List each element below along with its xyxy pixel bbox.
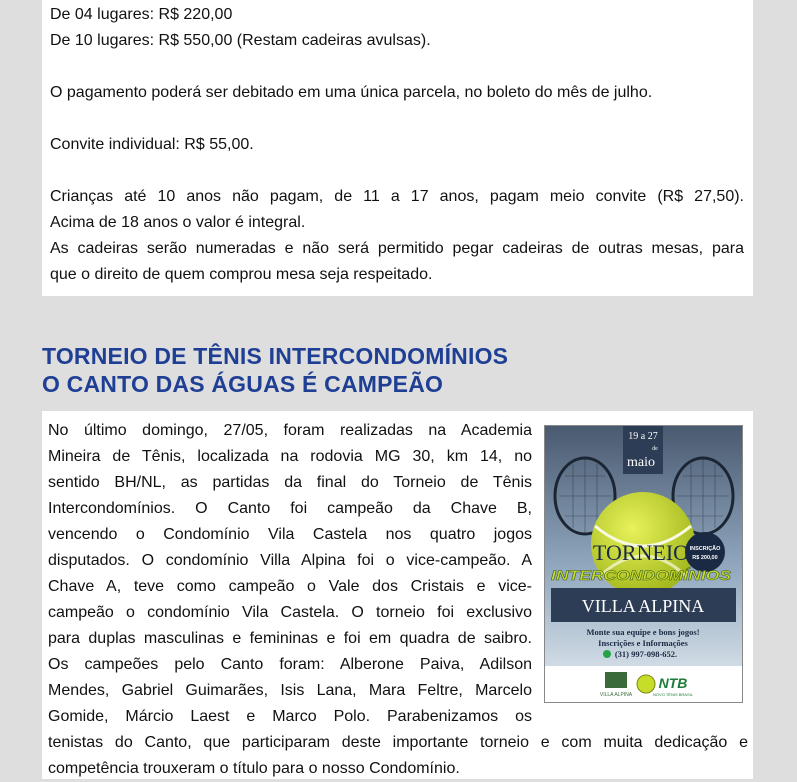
article-title-line1: TORNEIO DE TÊNIS INTERCONDOMÍNIOS: [42, 343, 509, 369]
article-line: competência trouxeram o título para o nosso Condomínio.: [48, 760, 460, 777]
logo-ntb-sub: NOVO TÊNIS BRASIL: [653, 692, 693, 697]
article-line: Gomide, Márcio Laest e Marco Polo. Parabenizamos os: [48, 708, 532, 725]
article-line: No último domingo, 27/05, foram realizadas na Academia: [48, 422, 532, 439]
price-10-seats: De 10 lugares: R$ 550,00 (Restam cadeiras avulsas).: [50, 32, 431, 49]
article-line: Mineira de Tênis, localizada na rodovia MG 30, km 14, no: [48, 448, 532, 465]
poster-info: Inscrições e Informações: [598, 638, 688, 648]
logo-ntb: NTB: [658, 675, 688, 691]
poster-subtitle: INTERCONDOMÍNIOS: [551, 567, 732, 583]
poster-venue: VILLA ALPINA: [581, 596, 705, 616]
article-line: vencendo o Condomínio Vila Castela nos quatro jogos: [48, 526, 532, 543]
article-line: Os campeões pelo Canto foram: Alberone Paiva, Adilson: [48, 656, 532, 673]
payment-info: O pagamento poderá ser debitado em uma única parcela, no boleto do mês de julho.: [50, 84, 653, 101]
price-4-seats: De 04 lugares: R$ 220,00: [50, 6, 233, 23]
article-line: Intercondomínios. O Canto foi campeão da Chave B,: [48, 500, 532, 517]
invite-price: Convite individual: R$ 55,00.: [50, 136, 254, 153]
article-line: Chave A, teve como campeão o Vale dos Cristais e vice-: [48, 578, 532, 595]
poster-title: TORNEIO: [592, 540, 690, 565]
article-line: sentido BH/NL, as partidas da final do Torneio de Tênis: [48, 474, 532, 491]
article-line: campeão o condomínio Vila Castela. O torneio foi exclusivo: [48, 604, 532, 621]
villa-alpina-logo: [605, 672, 627, 688]
poster-month: maio: [627, 455, 655, 470]
whatsapp-icon: [603, 650, 611, 658]
article-line: para duplas masculinas e femininas e foi em quadra de saibro.: [48, 630, 532, 647]
article-title-line2: O CANTO DAS ÁGUAS É CAMPEÃO: [42, 371, 444, 397]
poster-dates: 19 a 27: [628, 431, 658, 442]
badge-label: INSCRIÇÃO: [689, 546, 721, 552]
children-policy-1: Crianças até 10 anos não pagam, de 11 a 17 anos, pagam meio convite (R$ 27,50).: [50, 188, 744, 205]
logo-villa-alpina: VILLA ALPINA: [599, 692, 633, 698]
children-policy-2: Acima de 18 anos o valor é integral.: [50, 214, 306, 231]
badge-price: R$ 200,00: [692, 555, 718, 561]
ntb-ball-icon: [637, 675, 655, 693]
poster-tagline: Monte sua equipe e bons jogos!: [586, 627, 700, 637]
price-badge: [685, 532, 725, 572]
tournament-poster: [544, 425, 743, 703]
seats-policy-1: As cadeiras serão numeradas e não será permitido pegar cadeiras de outras mesas, para: [50, 240, 744, 257]
article-line: tenistas do Canto, que participaram deste importante torneio e com muita dedicação e: [48, 734, 748, 751]
article-line: disputados. O condomínio Villa Alpina foi o vice-campeão. A: [48, 552, 532, 569]
poster-phone: (31) 997-098-652.: [614, 649, 678, 659]
poster-de: de: [652, 446, 658, 452]
seats-policy-2: que o direito de quem comprou mesa seja respeitado.: [50, 266, 433, 283]
article-line: Mendes, Gabriel Guimarães, Isis Lana, Mara Feltre, Marcelo: [48, 682, 532, 699]
